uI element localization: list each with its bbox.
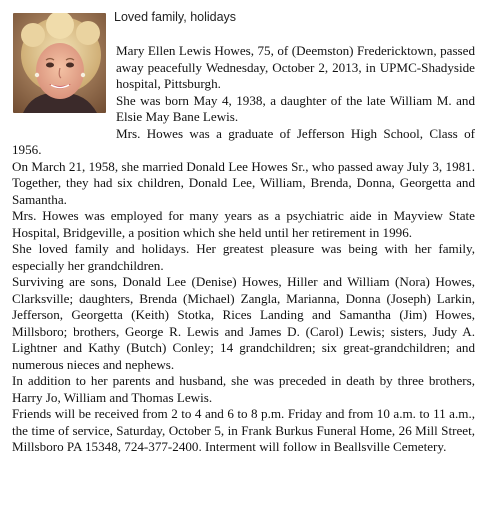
- paragraph-birth: She was born May 4, 1938, a daughter of the late William M. and Elsie May Bane Lewis.: [116, 92, 475, 124]
- paragraph-marriage: On March 21, 1958, she married Donald Lee Howes Sr., who passed away July 3, 1981. Together, they had six children, Donald Lee, William, Brenda, Donna, Georgetta and Samantha.: [12, 158, 475, 207]
- obituary-body: [12, 43, 475, 456]
- paragraph-survivors: Surviving are sons, Donald Lee (Denise) Howes, Hiller and William (Nora) Howes, Clarksville; daughters, Brenda (Michael) Zangla, Marianna, Donna (Joseph) Larkin, Jefferson, Georgetta (Keith) Stotka, Rices Landing and Samantha (Jim) Howes, Millsboro; brothers, George R. Lewis and James D. (Carol) Lewis; sisters, Judy A. Lightner and Kathy (Butch) Conley; 14 grandchildren; six great-grandchildren; and numerous nieces and nephews.: [12, 274, 475, 372]
- paragraph-intro: Mary Ellen Lewis Howes, 75, of (Deemston) Fredericktown, passed away peacefully Wednesday, October 2, 2013, in UPMC-Shadyside hospital, Pittsburgh.: [116, 43, 475, 91]
- paragraph-education: Mrs. Howes was a graduate of Jefferson High School, Class of 1956.: [12, 125, 475, 157]
- photo-spacer: [12, 43, 116, 137]
- paragraph-employment: Mrs. Howes was employed for many years as a psychiatric aide in Mayview State Hospital, Bridgeville, a position which she held until her retirement in 1996.: [12, 208, 475, 240]
- paragraph-interests: She loved family and holidays. Her greatest pleasure was being with her family, especially her grandchildren.: [12, 241, 475, 273]
- paragraph-services: Friends will be received from 2 to 4 and 6 to 8 p.m. Friday and from 10 a.m. to 11 a.m., the time of service, Saturday, October 5, in Frank Burkus Funeral Home, 26 Mill Street, Millsboro PA 15348, 724-377-2400. Interment will follow in Beallsville Cemetery.: [12, 406, 475, 454]
- obituary-headline: Loved family, holidays: [114, 10, 237, 24]
- paragraph-predeceased: In addition to her parents and husband, she was preceded in death by three brothers, Harry Jo, William and Thomas Lewis.: [12, 373, 475, 405]
